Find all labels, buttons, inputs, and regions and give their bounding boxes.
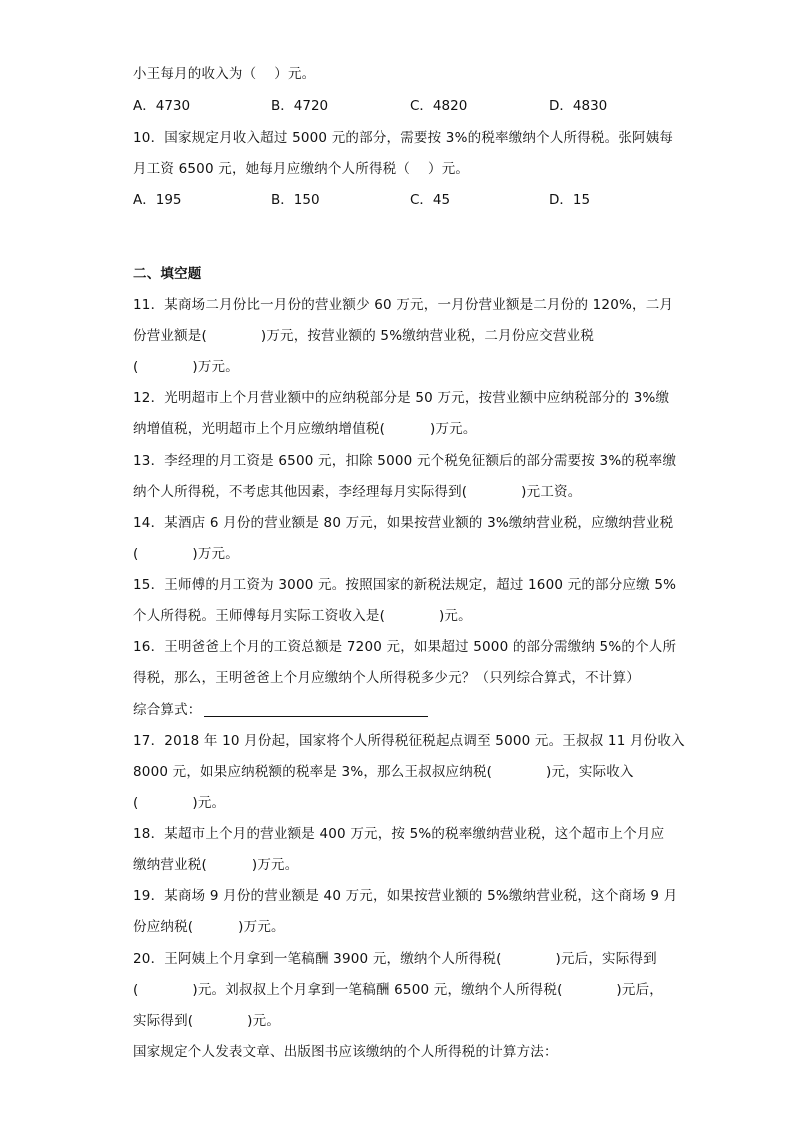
q10-option-a[interactable]: A．195 — [133, 192, 182, 208]
q15-line1: 15．王师傅的月工资为 3000 元。按照国家的新税法规定，超过 1600 元的部分应缴 5% — [133, 577, 677, 593]
q12-line1: 12．光明超市上个月营业额中的应纳税部分是 50 万元，按营业额中应纳税部分的 3%缴 — [133, 390, 670, 406]
q11-line1: 11．某商场二月份比一月份的营业额少 60 万元，一月份营业额是二月份的 120%，二月 — [133, 297, 674, 313]
q10-text-line2: 月工资 6500 元，她每月应缴纳个人所得税（ ）元。 — [133, 161, 470, 177]
q17-line3: ( )元。 — [133, 795, 226, 811]
q20-note: 国家规定个人发表文章、出版图书应该缴纳的个人所得税的计算方法： — [133, 1044, 558, 1060]
q9-text: 小王每月的收入为（ ）元。 — [133, 66, 316, 82]
q9-option-b[interactable]: B．4720 — [271, 98, 329, 114]
q9-option-d[interactable]: D．4830 — [549, 98, 608, 114]
q16-line2: 得税，那么，王明爸爸上个月应缴纳个人所得税多少元？（只列综合算式，不计算） — [133, 670, 640, 686]
q9-option-a[interactable]: A．4730 — [133, 98, 191, 114]
q17-line1: 17．2018 年 10 月份起，国家将个人所得税征税起点调至 5000 元。王叔叔 11 月份收入 — [133, 733, 685, 749]
q10-option-c[interactable]: C．45 — [410, 192, 451, 208]
q9-option-c[interactable]: C．4820 — [410, 98, 468, 114]
q18-line2: 缴纳营业税( )万元。 — [133, 857, 299, 873]
q14-line1: 14．某酒店 6 月份的营业额是 80 万元，如果按营业额的 3%缴纳营业税，应缴纳营业税 — [133, 515, 674, 531]
q14-line2: ( )万元。 — [133, 546, 239, 562]
q12-line2: 纳增值税，光明超市上个月应缴纳增值税( )万元。 — [133, 421, 477, 437]
q19-line2: 份应纳税( )万元。 — [133, 919, 285, 935]
q16-line1: 16．王明爸爸上个月的工资总额是 7200 元，如果超过 5000 的部分需缴纳 5%的个人所 — [133, 639, 677, 655]
q11-line3: ( )万元。 — [133, 359, 239, 375]
q10-text-line1: 10．国家规定月收入超过 5000 元的部分，需要按 3%的税率缴纳个人所得税。张阿姨每 — [133, 130, 674, 146]
q13-line1: 13．李经理的月工资是 6500 元，扣除 5000 元个税免征额后的部分需要按 3%的税率缴 — [133, 453, 677, 469]
q10-option-d[interactable]: D．15 — [549, 192, 591, 208]
q11-line2: 份营业额是( )万元，按营业额的 5%缴纳营业税，二月份应交营业税 — [133, 328, 595, 344]
q19-line1: 19．某商场 9 月份的营业额是 40 万元，如果按营业额的 5%缴纳营业税，这个商场 9 月 — [133, 888, 678, 904]
q16-formula-blank[interactable] — [204, 702, 428, 717]
q20-line1: 20．王阿姨上个月拿到一笔稿酬 3900 元，缴纳个人所得税( )元后，实际得到 — [133, 951, 657, 967]
q13-line2: 纳个人所得税，不考虑其他因素，李经理每月实际得到( )元工资。 — [133, 484, 582, 500]
q10-option-b[interactable]: B．150 — [271, 192, 320, 208]
q15-line2: 个人所得税。王师傅每月实际工资收入是( )元。 — [133, 608, 472, 624]
q16-formula-row — [133, 700, 428, 720]
q20-line2: ( )元。刘叔叔上个月拿到一笔稿酬 6500 元，缴纳个人所得税( )元后， — [133, 982, 663, 998]
q16-formula-label: 综合算式： — [133, 702, 202, 718]
section-title: 二、填空题 — [133, 266, 202, 282]
q17-line2: 8000 元，如果应纳税额的税率是 3%，那么王叔叔应纳税( )元，实际收入 — [133, 764, 634, 780]
q20-line3: 实际得到( )元。 — [133, 1013, 281, 1029]
q18-line1: 18．某超市上个月的营业额是 400 万元，按 5%的税率缴纳营业税，这个超市上个月应 — [133, 826, 665, 842]
